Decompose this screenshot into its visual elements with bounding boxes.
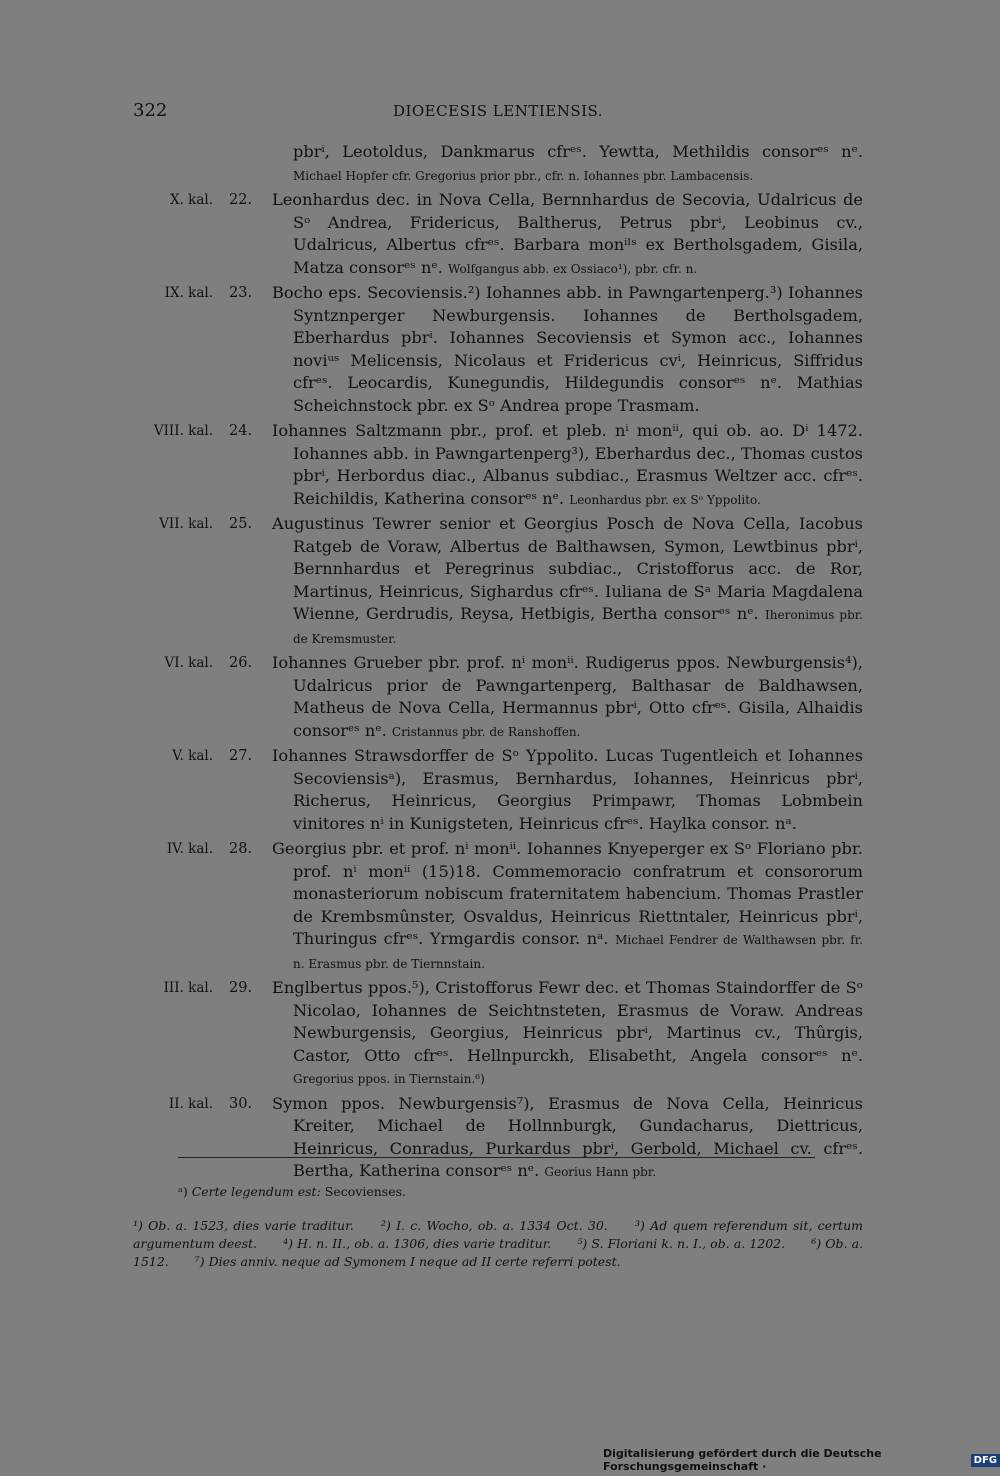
entry-day: 30. bbox=[229, 1095, 253, 1112]
entry-note: Iheronimus pbr. de Kremsmuster. bbox=[293, 608, 863, 646]
entry-kal: X. kal. bbox=[169, 192, 213, 208]
footnote-a bbox=[178, 1184, 406, 1199]
footnote-a-italic: Certe legendum est: bbox=[191, 1184, 321, 1199]
entry-day: 22. bbox=[229, 192, 253, 208]
entry-day: 28. bbox=[229, 841, 253, 857]
entry-kal: VII. kal. bbox=[159, 516, 213, 532]
entry-note: Michael Hopfer cfr. Gregorius prior pbr., cfr. n. Iohannes pbr. Lambacensis. bbox=[293, 168, 754, 183]
footnote: ⁵) S. Floriani k. n. I., ob. a. 1202. bbox=[577, 1236, 786, 1251]
entry-note: Leonhardus pbr. ex Sᵒ Yppolito. bbox=[569, 492, 761, 507]
entry-text: Leonhardus dec. in Nova Cella, Bernnhardus de Secovia, Udalricus de Sᵒ Andrea, Fridericus, Baltherus, Petrus pbrⁱ, Leobinus cv., Udalricus, Albertus cfrᵉˢ. Barbara monⁱˡˢ ex Bertholsgadem, Gisila, Matza consorᵉˢ nᵉ. bbox=[272, 190, 863, 277]
entry-kal: III. kal. bbox=[163, 980, 213, 996]
entry-kal: VI. kal. bbox=[164, 655, 213, 671]
digitization-credit bbox=[603, 1447, 1000, 1473]
list-item bbox=[133, 513, 863, 650]
credit-text: Digitalisierung gefördert durch die Deutsche Forschungsgemeinschaft · bbox=[603, 1447, 882, 1473]
entry-day: 24. bbox=[229, 423, 253, 439]
list-item bbox=[133, 420, 863, 511]
entry-day: 23. bbox=[229, 285, 253, 301]
entry-note: Georius Hann pbr. bbox=[544, 1165, 657, 1179]
footnote-a-marker: ᵃ) bbox=[178, 1184, 188, 1199]
dfg-logo: DFG bbox=[971, 1454, 1000, 1467]
list-item bbox=[133, 282, 863, 418]
entry-kal: VIII. kal. bbox=[153, 423, 213, 439]
entry-text: Iohannes Strawsdorffer de Sᵒ Yppolito. Lucas Tugentleich et Iohannes Secoviensisᵃ), Erasmus, Bernhardus, Iohannes, Heinricus pbrⁱ, Richerus, Heinricus, Georgius Primpawr, Thomas Lobmbein vinitores nⁱ in Kunigsteten, Heinricus cfrᵉˢ. Haylka consor. nᵃ. bbox=[272, 746, 863, 833]
entry-text: Symon ppos. Newburgensis⁷), Erasmus de Nova Cella, Heinricus Kreiter, Michael de Hollnnburgk, Gundacharus, Diettricus, Heinricus, Conradus, Purkardus pbrⁱ, Gerbold, Michael cv. cfrᵉˢ. Bertha, Katherina consorᵉˢ nᵉ. bbox=[272, 1093, 863, 1180]
entry-day: 25. bbox=[229, 516, 253, 532]
list-item bbox=[133, 745, 863, 836]
footnote: ⁷) Dies anniv. neque ad Symonem I neque ad II certe referri potest. bbox=[194, 1254, 621, 1269]
entry-text: Augustinus Tewrer senior et Georgius Posch de Nova Cella, Iacobus Ratgeb de Voraw, Albertus de Balthawsen, Symon, Lewtbinus pbrⁱ, Bernnhardus et Peregrinus subdiac., Cristofforus acc. de Ror, Martinus, Heinricus, Sighardus cfrᵉˢ. Iuliana de Sᵃ Maria Magdalena Wienne, Gerdrudis, Reysa, Hetbigis, Bertha consorᵉˢ nᵉ. bbox=[272, 514, 863, 623]
entry-day: 26. bbox=[229, 655, 253, 671]
entry-text: Iohannes Grueber pbr. prof. nⁱ monⁱⁱ. Rudigerus ppos. Newburgensis⁴), Udalricus prior de Pawngartenperg, Balthasar de Baldhawsen, Matheus de Nova Cella, Hermannus pbrⁱ, Otto cfrᵉˢ. Gisila, Alhaidis consorᵉˢ nᵉ. bbox=[272, 653, 863, 740]
list-item bbox=[133, 652, 863, 743]
footnote: ³) Ad quem referendum sit, certum argumentum deest. bbox=[133, 1218, 863, 1251]
list-item bbox=[133, 1093, 863, 1184]
footnote: ⁴) H. n. II., ob. a. 1306, dies varie traditur. bbox=[283, 1236, 552, 1251]
list-item bbox=[133, 189, 863, 280]
entry-day: 29. bbox=[229, 980, 253, 996]
entry-text: pbrⁱ, Leotoldus, Dankmarus cfrᵉˢ. Yewtta, Methildis consorᵉˢ nᵉ. bbox=[293, 142, 863, 161]
footnote: ⁶) Ob. a. 1512. bbox=[133, 1236, 864, 1269]
entry-text: Bocho eps. Secoviensis.²) Iohannes abb. in Pawngartenperg.³) Iohannes Syntznperger Newburgensis. Iohannes de Bertholsgadem, Eberhardus pbrⁱ. Iohannes Secoviensis et Symon acc., Iohannes noviᵘˢ Melicensis, Nicolaus et Fridericus cvⁱ, Heinricus, Siffridus cfrᵉˢ. Leocardis, Kunegundis, Hildegundis consorᵉˢ nᵉ. Mathias Scheichnstock pbr. ex Sᵒ Andrea prope Trasmam. bbox=[272, 283, 863, 415]
page-number: 322 bbox=[133, 100, 168, 121]
entry-text: Englbertus ppos.⁵), Cristofforus Fewr dec. et Thomas Staindorffer de Sᵒ Nicolao, Iohannes de Seichtnsteten, Erasmus de Voraw. Andreas Newburgensis, Georgius, Heinricus pbrⁱ, Martinus cv., Thûrgis, Castor, Otto cfrᵉˢ. Hellnpurckh, Elisabetht, Angela consorᵉˢ nᵉ. bbox=[272, 978, 863, 1065]
page-header bbox=[133, 100, 863, 126]
list-item bbox=[133, 838, 863, 975]
footnote-divider bbox=[178, 1157, 815, 1158]
entry-note: Gregorius ppos. in Tiernstain.⁶) bbox=[293, 1072, 485, 1086]
entry-kal: V. kal. bbox=[172, 748, 213, 764]
footnote-a-text: Secovienses. bbox=[324, 1184, 406, 1199]
necrology-entries bbox=[133, 141, 863, 1186]
entry-text: Georgius pbr. et prof. nⁱ monⁱⁱ. Iohannes Knyeperger ex Sᵒ Floriano pbr. prof. nⁱ monⁱⁱ (15)18. Commemoracio confratrum et consororum monasteriorum nobiscum fraternitatem habencium. Thomas Prastler de Krembsmûnster, Osvaldus, Heinricus Riettntaler, Heinricus pbrⁱ, Thuringus cfrᵉˢ. Yrmgardis consor. nᵃ. bbox=[272, 839, 863, 948]
entry-kal: IV. kal. bbox=[166, 841, 213, 857]
list-item bbox=[133, 141, 863, 187]
footnotes bbox=[133, 1217, 863, 1271]
entry-kal: IX. kal. bbox=[164, 285, 213, 301]
footnote: ¹) Ob. a. 1523, dies varie traditur. bbox=[133, 1218, 354, 1233]
list-item bbox=[133, 977, 863, 1091]
entry-note: Wolfgangus abb. ex Ossiaco¹), pbr. cfr. n. bbox=[447, 261, 698, 276]
entry-day: 27. bbox=[229, 748, 253, 764]
entry-note: Cristannus pbr. de Ranshoffen. bbox=[391, 724, 581, 739]
entry-text: Iohannes Saltzmann pbr., prof. et pleb. nⁱ monⁱⁱ, qui ob. ao. Dⁱ 1472. Iohannes abb. in Pawngartenperg³), Eberhardus dec., Thomas custos pbrⁱ, Herbordus diac., Albanus subdiac., Erasmus Weltzer acc. cfrᵉˢ. Reichildis, Katherina consorᵉˢ nᵉ. bbox=[272, 421, 863, 508]
running-title: DIOECESIS LENTIENSIS. bbox=[392, 102, 604, 120]
entry-kal: II. kal. bbox=[168, 1095, 213, 1112]
footnote: ²) I. c. Wocho, ob. a. 1334 Oct. 30. bbox=[380, 1218, 608, 1233]
entry-note: Michael Fendrer de Walthawsen pbr. fr. n. Erasmus pbr. de Tiernnstain. bbox=[293, 933, 863, 971]
